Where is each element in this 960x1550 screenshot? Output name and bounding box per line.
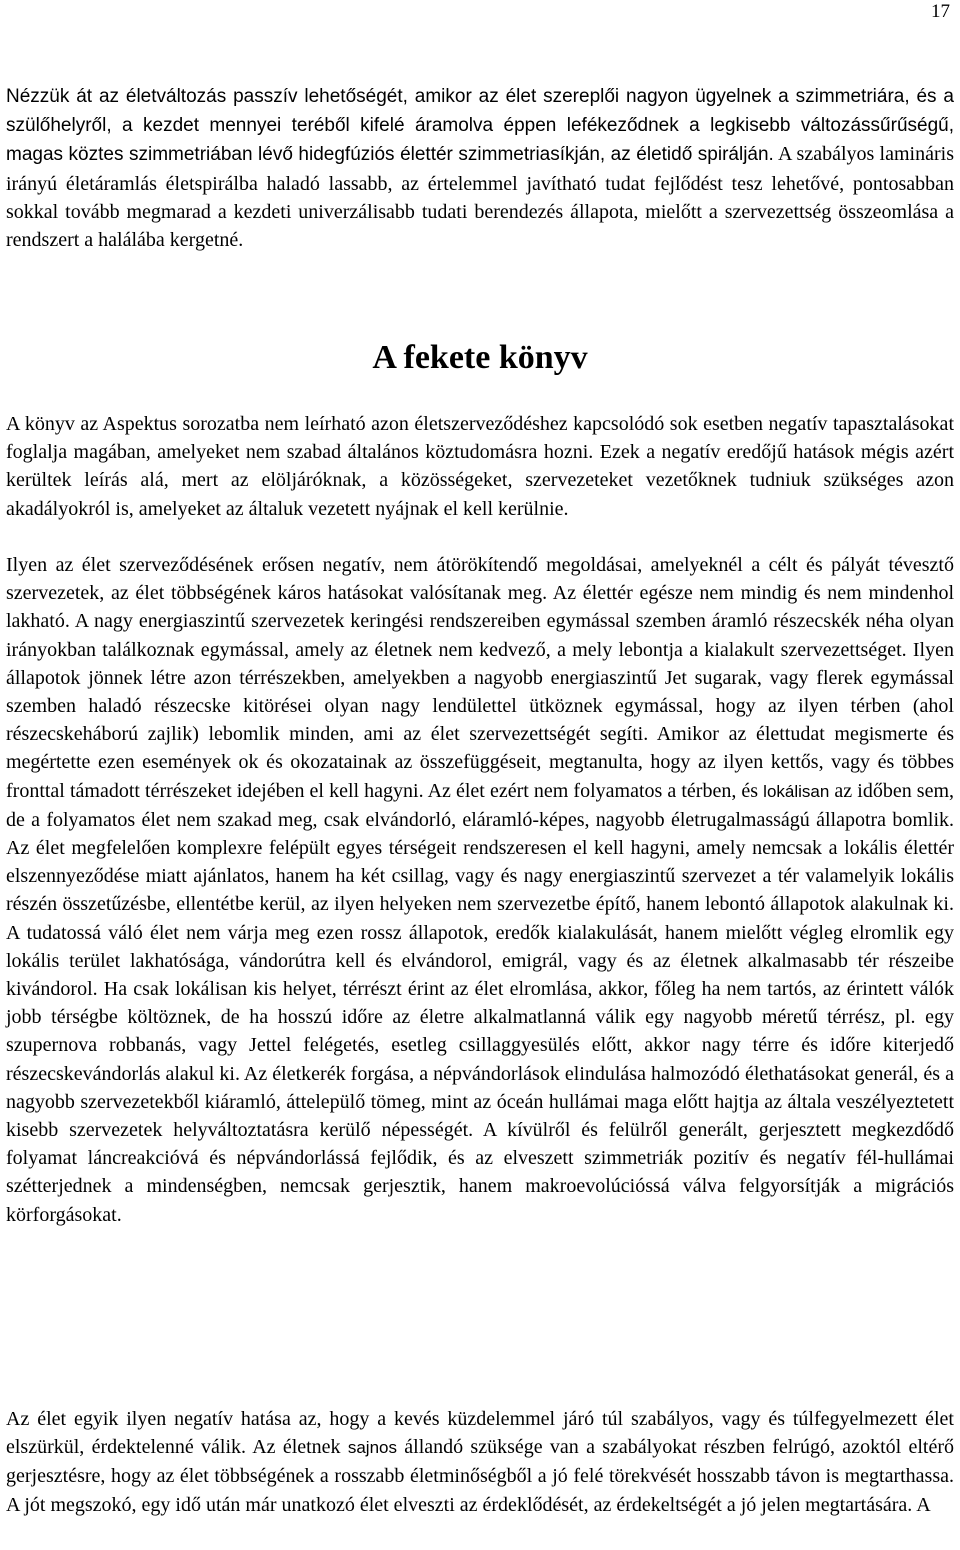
intro-paragraph bbox=[6, 82, 954, 254]
paragraph-3 bbox=[6, 1405, 954, 1519]
paragraph-3-inline-word: sajnos bbox=[347, 1438, 397, 1458]
paragraph-2-text-a: Ilyen az élet szerveződésének erősen negatív, nem átörökítendő megoldásai, amelyeknél a célt és pályát tévesztő szervezetek, az élet többségének káros hatásokat valósítanak meg. Az élettér egésze nem mindig és nem mindenhol lakható. A nagy energiaszintű szervezetek keringési rendszereiben egymással szemben áramló részecskék néha olyan irányokban találkoznak egymással, amely az életnek nem kedvező, a mely lebontja a kialakult szervezettséget. Ilyen állapotok jönnek létre azon térrészekben, amelyekben a nagyobb energiaszintű Jet sugarak, vagy flerek egymással szemben haladó részecske kitörései olyan nagy lendülettel ütköznek egymással, hogy az ilyen térben (ahol részecskeháború zajlik) lebomlik minden, ami az élet szervezettségét segíti. Amikor az élettudat megismerte és megértette ezen események ok és okozatainak az összefüggéseit, megtanulta, hogy az ilyen kettős, vagy és többes fronttal támadott térrészeket idejében el kell hagyni. Az élet ezért nem folyamatos a térben, és bbox=[6, 554, 954, 802]
paragraph-2-text-b: az időben sem, de a folyamatos élet nem szakad meg, csak elvándorló, eláramló-képes, nagyobb életrugalmasságú állapotra bomlik. Az élet megfelelően komplexre felépült egyes térségeit rendszeresen el kell hagyni, amely nemcsak a lokális élettér elszennyeződése miatt ajánlatos, hanem ha két csillag, vagy és nagy energiaszintű szervezet a tér valamelyik lokális részén összetűzésbe, ellentétbe kerül, az ilyen helyeken nem szervezetbe építő, hanem lebontó állapotok alakulnak ki. A tudatossá váló élet nem várja meg ezen rossz állapotok, eredők kialakulását, hanem mielőtt végleg elromlik egy lokális terület lakhatósága, vándorútra kell és elvándorol, emigrál, vagy és az életnek alkalmasabb tér részeibe kivándorol. Ha csak lokálisan kis helyet, térrészt érint az élet elromlása, akkor, főleg ha nem tartós, az érintett válók jobb térségbe költöznek, de ha hosszú időre az életre alkalmatlanná válik egy nagyobb méretű térrész, pl. egy szupernova robbanás, vagy Jettel felégetés, esetleg csillaggyesülés előtt, akkor nagy térre és időre kiterjedő részecskevándorlás alakul ki. Az életkerék forgása, a népvándorlások elindulása halmozódó élethatásokat generál, és a nagyobb szervezetekből kiáramló, áttelepülő tömeg, mint az óceán hullámai maga előtt hajtja az általa veszélyeztetett kisebb szervezetek helyváltoztatásra kerülő népességét. A kívülről és felülről generált, gerjesztett megkezdődő folyamat láncreakcióvá és népvándorlássá fejlődik, és az elveszett szimmetriák pozitív és negatív fél-hullámai szétterjednek a mindenségben, nemcsak gerjesztik, hanem makroevolúcióssá válva felgyorsítják a migrációs körforgásokat. bbox=[6, 779, 955, 1226]
paragraph-2-inline-word: lokálisan bbox=[763, 781, 830, 801]
paragraph-3-text-b: állandó szüksége van a szabályokat részben felrúgó, azoktól eltérő gerjesztésre, hogy az élet többségének a rosszabb életminőségből a jó felé törekvését hosszabb távon is megtarthassa. A jót megszokó, egy idő után már unatkozó élet elveszti az érdeklődését, az érdekeltségét a jó jelen megtartására. A bbox=[6, 1436, 954, 1516]
paragraph-3-text-a: Az élet egyik ilyen negatív hatása az, hogy a kevés küzdelemmel járó túl szabályos, vagy és túlfegyelmezett élet elszürkül, érdektelenné válik. Az életnek bbox=[6, 1408, 954, 1459]
section-heading: A fekete könyv bbox=[372, 339, 588, 376]
intro-serif-text: A szabályos lamináris irányú életáramlás életspirálba haladó lassabb, az értelemmel javítható tudat fejlődést tesz lehetővé, pontosabban sokkal tovább megmarad a kezdeti univerzálisabb tudati berendezés állapota, mielőtt a szervezettség összeomlása a rendszert a halálába kergetné. bbox=[6, 143, 954, 252]
page-number: 17 bbox=[931, 1, 950, 22]
paragraph-1: A könyv az Aspektus sorozatba nem leírható azon életszerveződéshez kapcsolódó sok esetben negatív tapasztalásokat foglalja magában, amelyeket nem szabad általános köztudomásra hozni. Ezek a negatív eredőjű hatások mégis azért kerültek leírás alá, mert az elöljáróknak, a közösségeket, szervezeteket vezetőknek tudniuk szükséges azon akadályokról is, amelyeket az általuk vezetett nyájnak el kell kerülnie. bbox=[6, 413, 954, 520]
intro-sans-text: Nézzük át az életváltozás passzív lehetőségét, amikor az élet szereplői nagyon ügyelnek a szimmetriára, és a szülőhelyről, a kezdet mennyei teréből kifelé áramolva éppen lefékeződnek a legkisebb változássűrűségű, magas köztes szimmetriában lévő hidegfúziós élettér szimmetriasíkján, az életidő spirálján. bbox=[6, 86, 954, 166]
paragraph-2 bbox=[6, 551, 954, 1229]
